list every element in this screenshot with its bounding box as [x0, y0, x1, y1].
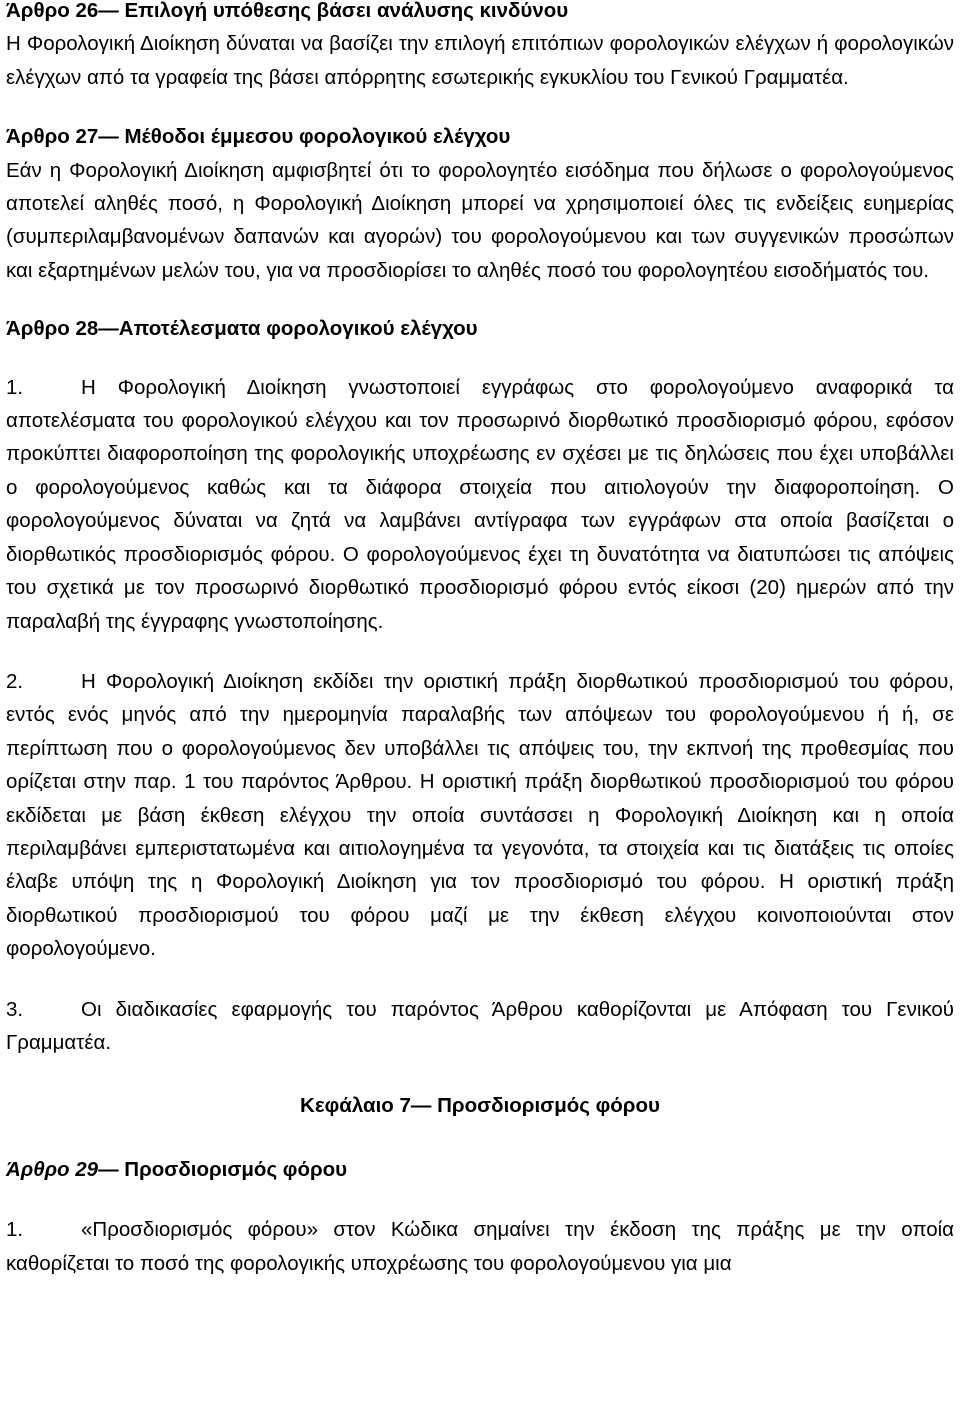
paragraph-number: 2.	[6, 669, 24, 693]
paragraph-text: «Προσδιορισμός φόρου» στον Κώδικα σημαίνει την έκδοση της πράξης με την οποία καθορίζεται το ποσό της φορολογικής υποχρέωσης του φορολογούμενου για μια	[6, 1218, 954, 1275]
article-27	[6, 120, 954, 287]
article-28	[6, 312, 954, 1059]
document-page	[6, 0, 954, 1280]
article-26-title: Άρθρο 26— Επιλογή υπόθεσης βάσει ανάλυσης κινδύνου	[6, 0, 569, 22]
article-27-text: Εάν η Φορολογική Διοίκηση αμφισβητεί ότι το φορολογητέο εισόδημα που δήλωσε ο φορολογούμενος αποτελεί αληθές ποσό, η Φορολογική Διοίκηση μπορεί να χρησιμοποιεί όλες τις ενδείξεις ευημερίας (συμπεριλαμβανομένων δαπανών και αγορών) του φορολογούμενου και των συγγενικών προσώπων και εξαρτημένων μελών του, για να προσδιορίσει το αληθές ποσό του φορολογητέου εισοδήματός του.	[6, 158, 954, 282]
paragraph-number: 1.	[6, 375, 24, 399]
article-28-paragraph-1	[6, 371, 954, 638]
article-29-title-rest: — Προσδιορισμός φόρου	[98, 1157, 348, 1181]
article-26-text: Η Φορολογική Διοίκηση δύναται να βασίζει την επιλογή επιτόπιων φορολογικών ελέγχων ή φορολογικών ελέγχων από τα γραφεία της βάσει απόρρητης εσωτερικής εγκυκλίου του Γενικού Γραμματέα.	[6, 32, 954, 89]
article-29-title	[6, 1153, 954, 1186]
paragraph-text: Η Φορολογική Διοίκηση εκδίδει την οριστική πράξη διορθωτικού προσδιορισμού του φόρου, εντός ενός μηνός από την ημερομηνία παραλαβής των απόψεων του φορολογούμενου ή ή, σε περίπτωση που ο φορολογούμενος δεν υποβάλλει τις απόψεις του, την εκπνοή της προθεσμίας που ορίζεται στην παρ. 1 του παρόντος Άρθρου. Η οριστική πράξη διορθωτικού προσδιορισμού του φόρου εκδίδεται με βάση έκθεση ελέγχου την οποία συντάσσει η Φορολογική Διοίκηση και η οποία περιλαμβάνει εμπεριστατωμένα και αιτιολογημένα τα γεγονότα, τα στοιχεία και τις διατάξεις τις οποίες έλαβε υπόψη της η Φορολογική Διοίκηση για τον προσδιορισμό του φόρου. Η οριστική πράξη διορθωτικού προσδιορισμού του φόρου μαζί με την έκθεση ελέγχου κοινοποιούνται στον φορολογούμενο.	[6, 669, 954, 961]
article-28-paragraph-3	[6, 993, 954, 1060]
article-29-title-word: Άρθρο 29	[6, 1157, 99, 1181]
article-28-paragraph-2	[6, 665, 954, 966]
paragraph-text: Η Φορολογική Διοίκηση γνωστοποιεί εγγράφως στο φορολογούμενο αναφορικά τα αποτελέσματα του φορολογικού ελέγχου και τον προσωρινό διορθωτικό προσδιορισμό φόρου, εφόσον προκύπτει διαφοροποίηση της φορολογικής υποχρέωσης εν σχέσει με τις δηλώσεις που έχει υποβάλλει ο φορολογούμενος καθώς και τα διάφορα στοιχεία που αιτιολογούν την διαφοροποίηση. Ο φορολογούμενος δύναται να ζητά να λαμβάνει αντίγραφα των εγγράφων στα οποία βασίζεται ο διορθωτικός προσδιορισμός φόρου. Ο φορολογούμενος έχει τη δυνατότητα να διατυπώσει τις απόψεις του σχετικά με τον προσωρινό διορθωτικό προσδιορισμό φόρου εντός είκοσι (20) ημερών από την παραλαβή της έγγραφης γνωστοποίησης.	[6, 375, 954, 633]
article-29	[6, 1153, 954, 1280]
paragraph-text: Οι διαδικασίες εφαρμογής του παρόντος Άρθρου καθορίζονται με Απόφαση του Γενικού Γραμματέα.	[6, 997, 954, 1054]
paragraph-number: 3.	[6, 997, 24, 1021]
paragraph-number: 1.	[6, 1218, 24, 1242]
article-29-paragraph-1	[6, 1213, 954, 1280]
article-27-title: Άρθρο 27— Μέθοδοι έμμεσου φορολογικού ελέγχου	[6, 125, 511, 149]
chapter-7-title: Κεφάλαιο 7— Προσδιορισμός φόρου	[300, 1094, 660, 1118]
article-26	[6, 0, 954, 94]
article-28-title: Άρθρο 28—Αποτέλεσματα φορολογικού ελέγχου	[6, 317, 478, 341]
